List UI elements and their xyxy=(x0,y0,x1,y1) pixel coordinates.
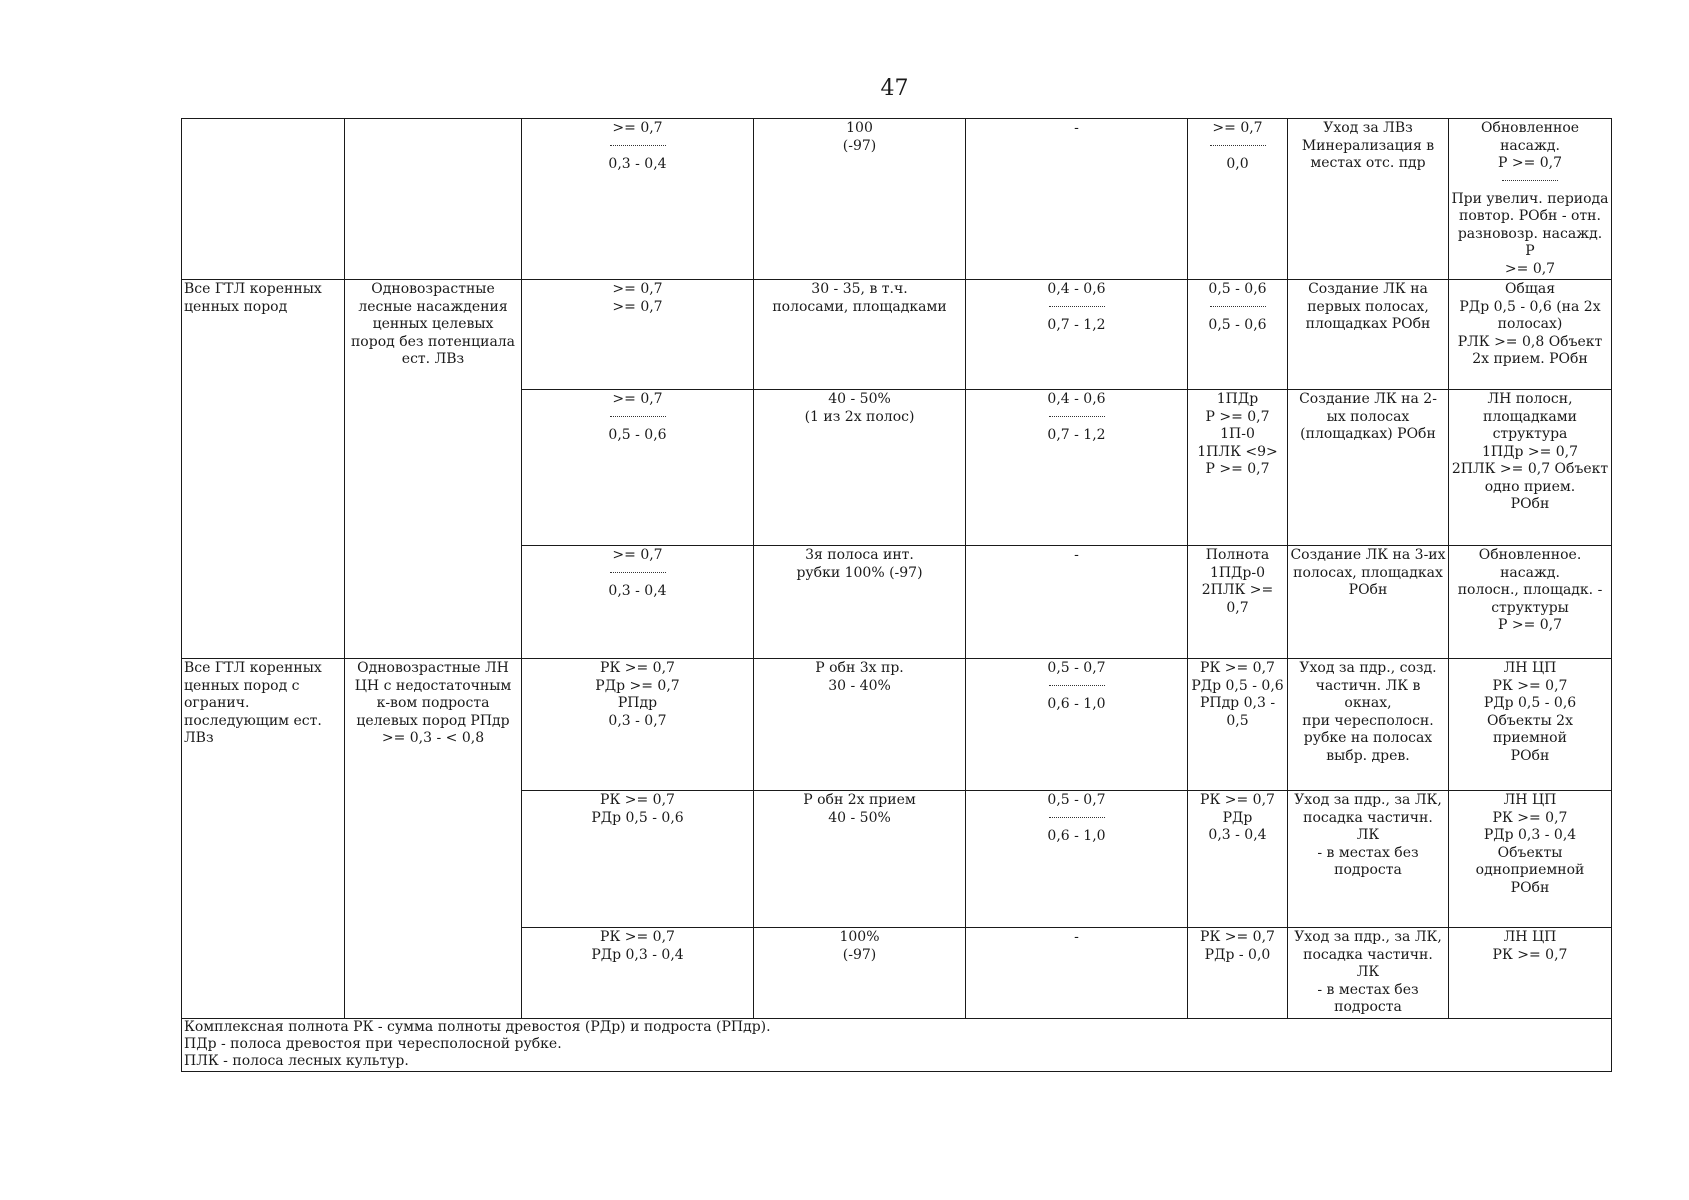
cell-line: местах отс. пдр xyxy=(1310,155,1426,171)
cell-post-density xyxy=(1188,659,1288,791)
cell-line: 3я полоса инт. xyxy=(805,547,914,563)
cell-measures xyxy=(1288,119,1449,280)
cell-line: площадками xyxy=(1483,408,1577,425)
cell-line: 1ПЛК <9> xyxy=(1197,443,1278,460)
cell-line: повтор. РОбн - отн. xyxy=(1459,208,1601,224)
cell-result xyxy=(1449,390,1612,546)
dotted-separator xyxy=(610,416,666,427)
notes-row xyxy=(182,1018,1612,1071)
cell-line: 0,3 - 0,7 xyxy=(608,712,667,729)
cell-line: Р обн 3х пр. xyxy=(815,660,904,676)
cell-line: структуры xyxy=(1491,599,1569,616)
cell-line: при чересполосн. xyxy=(1302,712,1434,729)
cell-line: разновозр. насажд. Р xyxy=(1457,225,1603,259)
cell-line: посадка частичн. ЛК xyxy=(1303,946,1433,980)
dotted-separator xyxy=(1049,306,1105,317)
cell-line: подроста xyxy=(1334,862,1402,878)
cell-line: Одновозрастные ЛН xyxy=(357,660,509,676)
table-row xyxy=(182,280,1612,390)
cell-stand-description xyxy=(345,119,522,280)
cell-line: 0,4 - 0,6 xyxy=(1047,281,1106,297)
cell-line: РК >= 0,7 xyxy=(1200,660,1275,676)
cell-line: 100 xyxy=(846,120,873,136)
cell-stand-description xyxy=(345,280,522,659)
cell-line: полосн., площадк. - xyxy=(1457,582,1603,598)
cell-line: Р >= 0,7 xyxy=(1205,461,1270,477)
cell-line: ценных пород xyxy=(184,298,288,315)
cell-line: насажд. xyxy=(1500,137,1560,154)
cell-cutting-intensity xyxy=(754,119,966,280)
cell-line: 0,5 - 0,7 xyxy=(1047,660,1106,676)
cell-line: РК >= 0,7 xyxy=(1200,792,1275,808)
cell-result xyxy=(1449,280,1612,390)
cell-line: 2ПЛК >= xyxy=(1201,582,1274,598)
cell-line: 30 - 40% xyxy=(828,677,891,694)
cell-line: ЛН ЦП xyxy=(1503,660,1557,676)
cell-post-density xyxy=(1188,119,1288,280)
cell-value-range xyxy=(966,546,1188,659)
footnote: Комплексная полнота РК - сумма полноты древостоя (РДр) и подроста (РПдр). xyxy=(184,1018,771,1035)
cell-line: 40 - 50% xyxy=(828,809,891,826)
cell-line: полосах, площадках xyxy=(1293,564,1443,581)
cell-line: РПдр xyxy=(617,695,658,711)
cell-line: 1ПДр-0 xyxy=(1209,564,1266,581)
cell-line: >= 0,7 xyxy=(612,281,663,297)
cell-line: 30 - 35, в т.ч. xyxy=(811,281,908,297)
cell-line: Обновленное xyxy=(1480,120,1580,136)
cell-value-range xyxy=(966,659,1188,791)
cell-cutting-intensity xyxy=(754,546,966,659)
cell-line: ЛВз xyxy=(184,730,214,746)
cell-line: Минерализация в xyxy=(1301,137,1435,154)
cell-line: ых полосах xyxy=(1326,408,1410,425)
cell-line: - xyxy=(1074,929,1079,945)
cell-result xyxy=(1449,791,1612,928)
cell-line: последующим ест. xyxy=(184,712,322,729)
cell-line: РК >= 0,7 xyxy=(1492,677,1568,694)
cell-value-range xyxy=(966,119,1188,280)
cell-line: РК >= 0,7 xyxy=(600,929,675,945)
cell-line: Уход за пдр., за ЛК, xyxy=(1294,929,1442,945)
cell-line: РК >= 0,7 xyxy=(1492,809,1568,826)
footnote: ПЛК - полоса лесных культур. xyxy=(184,1052,409,1069)
cell-line: 2х прием. РОбн xyxy=(1472,351,1588,367)
cell-line: РОбн xyxy=(1510,747,1550,764)
cell-line: посадка частичн. ЛК xyxy=(1303,809,1433,843)
cell-line: Создание ЛК на 2- xyxy=(1299,391,1437,407)
table-row xyxy=(182,119,1612,280)
cell-line: Обновленное. xyxy=(1478,547,1582,563)
cell-line: огранич. xyxy=(184,695,250,711)
cell-density xyxy=(522,390,754,546)
cell-value-range xyxy=(966,280,1188,390)
cell-post-density xyxy=(1188,390,1288,546)
cell-line: рубки 100% (-97) xyxy=(796,564,923,581)
cell-line: РДр 0,5 - 0,6 xyxy=(1483,695,1577,711)
cell-density xyxy=(522,546,754,659)
cell-line: РК >= 0,7 xyxy=(600,660,675,676)
cell-measures xyxy=(1288,280,1449,390)
cell-line: РПдр 0,3 - xyxy=(1199,695,1276,711)
cell-cutting-intensity xyxy=(754,791,966,928)
cell-line: Р >= 0,7 xyxy=(1497,155,1563,171)
cell-line: Общая xyxy=(1504,281,1556,297)
cell-line: РК >= 0,7 xyxy=(600,792,675,808)
dotted-separator xyxy=(1502,180,1558,191)
cell-line: 0,7 - 1,2 xyxy=(1047,316,1106,333)
cell-measures xyxy=(1288,659,1449,791)
cell-line: ЦН с недостаточным xyxy=(354,677,512,694)
cell-line: 1ПДр xyxy=(1216,391,1259,407)
cell-line: 100% xyxy=(839,929,880,945)
cell-line: насажд. xyxy=(1500,564,1560,581)
cell-density xyxy=(522,659,754,791)
cell-line: 0,4 - 0,6 xyxy=(1047,391,1106,407)
footnotes xyxy=(182,1018,1612,1071)
cell-line: 1П-0 xyxy=(1220,426,1255,442)
cell-post-density xyxy=(1188,791,1288,928)
cell-line: РДр 0,3 - 0,4 xyxy=(591,946,684,963)
cell-line: ценных пород с xyxy=(184,677,300,694)
cell-line: >= 0,7 xyxy=(612,298,663,315)
cell-line: - xyxy=(1074,547,1079,563)
cell-line: (площадках) РОбн xyxy=(1300,426,1436,442)
cell-cutting-intensity xyxy=(754,659,966,791)
cell-line: 0,0 xyxy=(1226,155,1249,172)
cell-line: РК >= 0,7 xyxy=(1200,929,1275,945)
cell-line: лесные насаждения xyxy=(358,298,508,315)
dotted-separator xyxy=(1049,685,1105,696)
cell-line: РОбн xyxy=(1510,879,1550,896)
cell-line: (-97) xyxy=(842,946,877,963)
cell-line: При увелич. периода xyxy=(1451,190,1609,207)
dotted-separator xyxy=(1210,306,1266,317)
cell-result xyxy=(1449,659,1612,791)
cell-line: ЛН ЦП xyxy=(1503,929,1557,945)
cell-line: к-вом подроста xyxy=(376,695,490,711)
cell-line: выбр. древ. xyxy=(1326,747,1410,764)
cell-line: РДр 0,5 - 0,6 (на 2х xyxy=(1459,298,1601,315)
cell-line: Р >= 0,7 xyxy=(1497,617,1563,633)
cell-line: РЛК >= 0,8 Объект xyxy=(1457,333,1603,350)
cell-measures xyxy=(1288,390,1449,546)
cell-line: целевых пород РПдр xyxy=(356,712,510,729)
cell-line: одноприемной xyxy=(1475,862,1585,878)
cell-line: 0,7 - 1,2 xyxy=(1047,426,1106,443)
cell-line: (-97) xyxy=(842,137,877,154)
cell-line: Полнота xyxy=(1205,547,1270,563)
cell-value-range xyxy=(966,791,1188,928)
cell-line: 0,5 - 0,7 xyxy=(1047,792,1106,808)
dotted-separator xyxy=(610,145,666,156)
cell-line: >= 0,7 xyxy=(1504,260,1556,277)
cell-line: ценных целевых xyxy=(372,316,494,332)
cell-line: РДр - 0,0 xyxy=(1204,946,1271,963)
dotted-separator xyxy=(1049,416,1105,427)
cell-line: Уход за пдр., созд. xyxy=(1299,660,1437,676)
cell-line: 0,6 - 1,0 xyxy=(1047,695,1106,712)
cell-line: приемной xyxy=(1493,730,1567,746)
cell-line: 0,3 - 0,4 xyxy=(608,582,667,599)
cell-line: 0,6 - 1,0 xyxy=(1047,827,1106,844)
cell-line: РК >= 0,7 xyxy=(1492,946,1568,963)
cell-line: Объекты xyxy=(1497,844,1563,861)
table-row xyxy=(182,659,1612,791)
cell-line: Создание ЛК на 3-их xyxy=(1290,547,1446,563)
cell-line: РДр xyxy=(1222,809,1253,826)
cell-line: 0,3 - 0,4 xyxy=(1208,827,1267,843)
cell-line: частичн. ЛК в окнах, xyxy=(1315,677,1421,711)
cell-line: Одновозрастные xyxy=(371,281,495,297)
cell-result xyxy=(1449,928,1612,1019)
cell-post-density xyxy=(1188,546,1288,659)
cell-measures xyxy=(1288,546,1449,659)
cell-forest-type xyxy=(182,119,345,280)
cell-line: >= 0,7 xyxy=(612,391,663,407)
cell-result xyxy=(1449,546,1612,659)
cell-line: - в местах без xyxy=(1317,981,1419,998)
cell-line: РОбн xyxy=(1510,496,1550,512)
cell-line: 0,5 xyxy=(1226,712,1249,729)
cell-line: 0,5 - 0,6 xyxy=(608,426,667,443)
cell-density xyxy=(522,791,754,928)
cell-line: ест. ЛВз xyxy=(401,351,465,367)
cell-line: >= 0,7 xyxy=(1212,120,1263,136)
cell-line: пород без потенциала xyxy=(350,333,516,350)
cell-cutting-intensity xyxy=(754,390,966,546)
cell-line: Все ГТЛ коренных xyxy=(184,660,322,676)
cell-line: РДр 0,5 - 0,6 xyxy=(1191,677,1284,694)
cell-line: площадках РОбн xyxy=(1305,316,1431,332)
cell-line: 0,7 xyxy=(1226,599,1249,616)
cell-line: одно прием. xyxy=(1484,478,1576,495)
cell-value-range xyxy=(966,928,1188,1019)
cell-result xyxy=(1449,119,1612,280)
cell-forest-type xyxy=(182,280,345,659)
cell-line: Уход за ЛВз xyxy=(1323,120,1413,136)
cell-line: РДр 0,5 - 0,6 xyxy=(591,809,684,826)
cell-line: РДр 0,3 - 0,4 xyxy=(1483,827,1577,843)
cell-cutting-intensity xyxy=(754,280,966,390)
cell-line: Р обн 2х прием xyxy=(803,792,916,808)
cell-post-density xyxy=(1188,280,1288,390)
cell-line: РДр >= 0,7 xyxy=(595,677,680,694)
page-number: 47 xyxy=(880,76,909,101)
cell-line: >= 0,7 xyxy=(612,547,663,563)
cell-line: 0,5 - 0,6 xyxy=(1208,281,1267,297)
cell-line: - xyxy=(1074,120,1079,136)
cell-line: первых полосах, xyxy=(1307,298,1429,315)
cell-line: 0,5 - 0,6 xyxy=(1208,316,1267,333)
cell-measures xyxy=(1288,791,1449,928)
dotted-separator xyxy=(1210,145,1266,156)
cell-density xyxy=(522,119,754,280)
cell-line: 1ПДр >= 0,7 xyxy=(1481,443,1579,460)
cell-line: 2ПЛК >= 0,7 Объект xyxy=(1451,461,1609,477)
cell-value-range xyxy=(966,390,1188,546)
cell-cutting-intensity xyxy=(754,928,966,1019)
cell-forest-type xyxy=(182,659,345,1019)
cell-line: - в местах без xyxy=(1317,844,1419,861)
cell-density xyxy=(522,280,754,390)
cell-density xyxy=(522,928,754,1019)
footnote: ПДр - полоса древостоя при чересполосной рубке. xyxy=(184,1035,562,1052)
cell-line: Объекты 2х xyxy=(1487,712,1573,729)
cell-line: ЛН полосн, xyxy=(1487,391,1573,407)
cell-line: 40 - 50% xyxy=(828,391,891,407)
cell-line: 0,3 - 0,4 xyxy=(608,155,667,172)
cell-line: ЛН ЦП xyxy=(1503,792,1557,808)
cell-line: подроста xyxy=(1334,999,1402,1015)
cell-line: Все ГТЛ коренных xyxy=(184,281,322,297)
dotted-separator xyxy=(1049,817,1105,828)
cell-line: рубке на полосах xyxy=(1303,730,1433,746)
forestry-table xyxy=(181,118,1612,1072)
cell-line: РОбн xyxy=(1348,582,1388,598)
cell-line: (1 из 2х полос) xyxy=(804,408,915,425)
cell-stand-description xyxy=(345,659,522,1019)
cell-line: полосами, площадками xyxy=(772,298,947,315)
cell-line: Создание ЛК на xyxy=(1308,281,1428,297)
cell-line: структура xyxy=(1492,426,1568,442)
cell-line: >= 0,3 - < 0,8 xyxy=(381,730,485,746)
cell-line: >= 0,7 xyxy=(612,120,663,136)
cell-line: полосах) xyxy=(1497,316,1563,332)
cell-line: Р >= 0,7 xyxy=(1205,408,1270,425)
dotted-separator xyxy=(610,572,666,583)
cell-post-density xyxy=(1188,928,1288,1019)
cell-line: Уход за пдр., за ЛК, xyxy=(1294,792,1442,808)
cell-measures xyxy=(1288,928,1449,1019)
